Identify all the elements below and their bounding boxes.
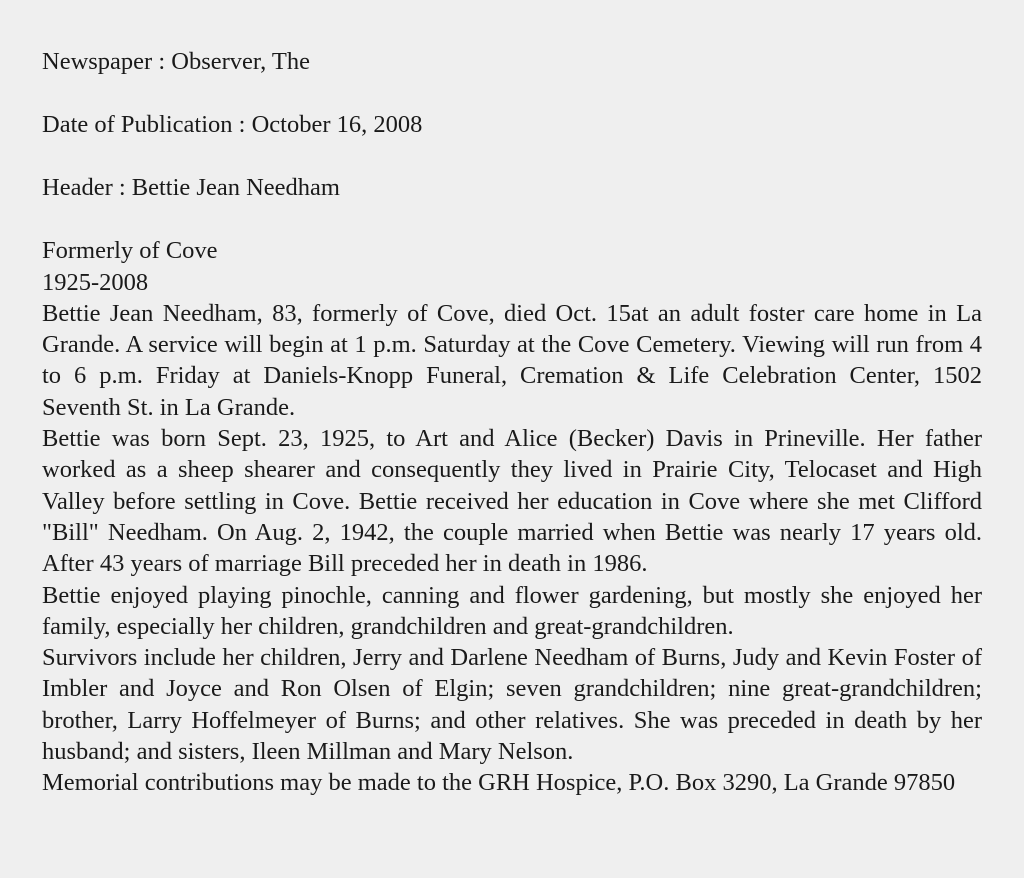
paragraph-survivors: Survivors include her children, Jerry and Darlene Needham of Burns, Judy and Kevin Foster of Imbler and Joyce and Ron Olsen of Elgin; seven grandchildren; nine great-grandchildren; brother, Larry Hoffelmeyer of Burns; and other relatives. She was preceded in death by her husband; and sisters, Ileen Millman and Mary Nelson. bbox=[42, 644, 982, 766]
spacer bbox=[42, 203, 982, 235]
header-line: Header : Bettie Jean Needham bbox=[42, 174, 340, 202]
spacer bbox=[42, 77, 982, 109]
paragraph-hobbies: Bettie enjoyed playing pinochle, canning and flower gardening, but mostly she enjoyed her family, especially her children, grandchildren and great-grandchildren. bbox=[42, 581, 982, 640]
paragraph-memorial: Memorial contributions may be made to the GRH Hospice, P.O. Box 3290, La Grande 97850 bbox=[42, 769, 956, 797]
residence-subhead: Formerly of Cove bbox=[42, 237, 218, 265]
paragraph-biography: Bettie was born Sept. 23, 1925, to Art and Alice (Becker) Davis in Prineville. Her father worked as a sheep shearer and consequently they lived in Prairie City, Telocaset and High Valley before settling in Cove. Bettie received her education in Cove where she met Clifford "Bill" Needham. On Aug. 2, 1942, the couple married when Bettie was nearly 17 years old. After 43 years of marriage Bill preceded her in death in 1986. bbox=[42, 425, 982, 578]
years-subhead: 1925-2008 bbox=[42, 268, 149, 296]
paragraph-death-notice: Bettie Jean Needham, 83, formerly of Cove, died Oct. 15at an adult foster care home in La Grande. A service will begin at 1 p.m. Saturday at the Cove Cemetery. Viewing will run from 4 to 6 p.m. Friday at Daniels-Knopp Funeral, Cremation & Life Celebration Center, 1502 Seventh St. in La Grande. bbox=[42, 299, 982, 421]
newspaper-line: Newspaper : Observer, The bbox=[42, 48, 310, 75]
publication-date-line: Date of Publication : October 16, 2008 bbox=[42, 111, 423, 139]
spacer bbox=[42, 140, 982, 172]
